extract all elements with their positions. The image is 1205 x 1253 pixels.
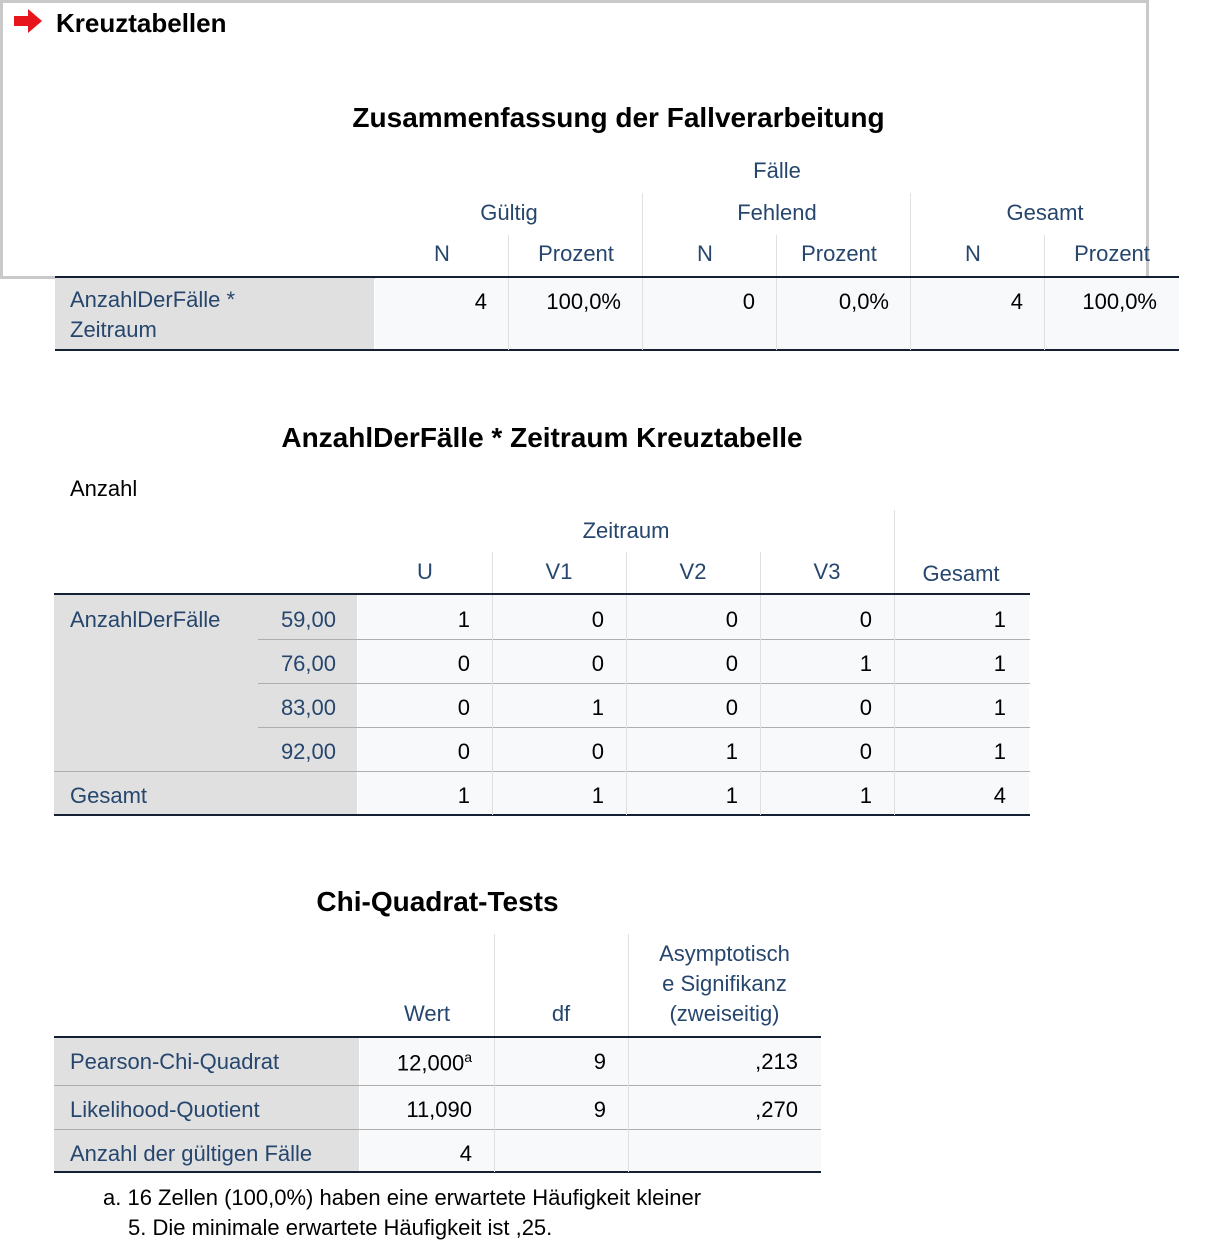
col-header-n: N: [965, 241, 981, 266]
count-cell: 0: [725, 607, 738, 632]
count-cell: 0: [591, 607, 604, 632]
col-group-faelle: Fälle: [753, 158, 801, 183]
value-cell: 100,0%: [1082, 289, 1157, 314]
bottom-rule: [55, 349, 1179, 351]
wert-cell: 12,000$^a$: [396, 1049, 472, 1076]
col-header-prozent: Prozent: [801, 241, 877, 266]
divider: [508, 235, 509, 277]
divider: [628, 934, 629, 1036]
count-cell: 0: [725, 695, 738, 720]
count-cell: 0: [859, 695, 872, 720]
case-summary-frame: [0, 0, 1149, 279]
count-cell: 1: [859, 651, 872, 676]
count-cell: 1: [457, 607, 470, 632]
count-cell: 1: [993, 695, 1006, 720]
header-rule: [55, 276, 1179, 278]
row-label: Likelihood-Quotient: [70, 1097, 260, 1122]
sig-cell: ,213: [755, 1049, 798, 1074]
arrow-right-icon: [14, 8, 44, 34]
footnote: 5. Die minimale erwartete Häufigkeit ist ,25.: [128, 1215, 553, 1240]
col-header-v2: V2: [679, 559, 707, 584]
col-group-zeitraum: Zeitraum: [582, 518, 670, 543]
col-header-wert: Wert: [403, 1001, 451, 1026]
row-label: 76,00: [280, 651, 336, 676]
chi-title: Chi-Quadrat-Tests: [316, 886, 559, 917]
col-header-v3: V3: [813, 559, 841, 584]
footnote: a. 16 Zellen (100,0%) haben eine erwartete Häufigkeit kleiner: [103, 1185, 702, 1210]
row-label: 92,00: [280, 739, 336, 764]
count-cell: 1: [725, 739, 738, 764]
case-summary-title: Zusammenfassung der Fallverarbeitung: [352, 102, 885, 133]
col-header-n: N: [434, 241, 450, 266]
col-header-u: U: [417, 559, 433, 584]
col-header-prozent: Prozent: [538, 241, 614, 266]
total-row-label: Gesamt: [70, 783, 148, 808]
row-rule: [54, 771, 1030, 772]
col-header-n: N: [697, 241, 713, 266]
col-header-v1: V1: [545, 559, 573, 584]
row-rule: [258, 639, 1030, 640]
count-cell: 0: [591, 739, 604, 764]
col-header-sig: Asymptotisch: [659, 941, 790, 966]
divider: [776, 235, 777, 277]
row-rule: [258, 727, 1030, 728]
divider: [626, 552, 627, 594]
col-header-prozent: Prozent: [1074, 241, 1150, 266]
total-cell: 1: [457, 783, 470, 808]
col-header-gesamt: Gesamt: [922, 561, 1000, 586]
col-group-gueltig: Gültig: [480, 200, 538, 225]
row-rule: [258, 683, 1030, 684]
df-cell: 9: [593, 1049, 606, 1074]
row-label: Zeitraum: [70, 317, 157, 342]
col-header-sig: (zweiseitig): [669, 1001, 780, 1026]
col-header-df: df: [551, 1001, 571, 1026]
divider: [642, 193, 643, 277]
wert-cell: 11,090: [406, 1097, 472, 1122]
count-cell: 0: [457, 695, 470, 720]
section-title: Kreuztabellen: [56, 8, 227, 38]
value-cell: 4: [1010, 289, 1023, 314]
count-cell: 1: [993, 607, 1006, 632]
total-cell: 1: [591, 783, 604, 808]
count-cell: 1: [993, 739, 1006, 764]
row-label: 83,00: [280, 695, 336, 720]
value-cell: 100,0%: [546, 289, 621, 314]
count-cell: 1: [993, 651, 1006, 676]
row-label: AnzahlDerFälle *: [70, 287, 236, 312]
count-cell: 0: [591, 651, 604, 676]
count-cell: 0: [859, 739, 872, 764]
wert-cell: 4: [459, 1141, 472, 1166]
bottom-rule: [54, 814, 1030, 816]
row-var-label: AnzahlDerFälle: [70, 607, 221, 632]
sig-cell: ,270: [755, 1097, 798, 1122]
col-group-gesamt: Gesamt: [1006, 200, 1084, 225]
count-cell: 0: [725, 651, 738, 676]
divider: [492, 552, 493, 594]
value-cell: 4: [474, 289, 487, 314]
row-label: 59,00: [280, 607, 336, 632]
col-group-fehlend: Fehlend: [737, 200, 817, 225]
crosstab-title: AnzahlDerFälle * Zeitraum Kreuztabelle: [281, 422, 803, 453]
divider: [910, 193, 911, 277]
total-cell: 4: [993, 783, 1006, 808]
count-cell: 0: [457, 651, 470, 676]
row-rule: [54, 1129, 821, 1130]
footnote-marker: a: [464, 1049, 472, 1065]
value-cell: 0,0%: [838, 289, 889, 314]
crosstab-caption: Anzahl: [70, 476, 138, 501]
divider: [1044, 235, 1045, 277]
count-cell: 0: [457, 739, 470, 764]
bottom-rule: [54, 1171, 821, 1173]
total-cell: 1: [725, 783, 738, 808]
divider: [494, 934, 495, 1036]
count-cell: 1: [591, 695, 604, 720]
col-header-sig: e Signifikanz: [662, 971, 787, 996]
value-cell: 0: [742, 289, 755, 314]
row-label: Anzahl der gültigen Fälle: [70, 1141, 313, 1166]
total-cell: 1: [859, 783, 872, 808]
row-rule: [54, 1085, 821, 1086]
df-cell: 9: [593, 1097, 606, 1122]
header-rule: [54, 593, 1030, 595]
count-cell: 0: [859, 607, 872, 632]
row-label: Pearson-Chi-Quadrat: [70, 1049, 280, 1074]
divider: [894, 510, 895, 594]
divider: [760, 552, 761, 594]
header-rule: [54, 1036, 821, 1038]
